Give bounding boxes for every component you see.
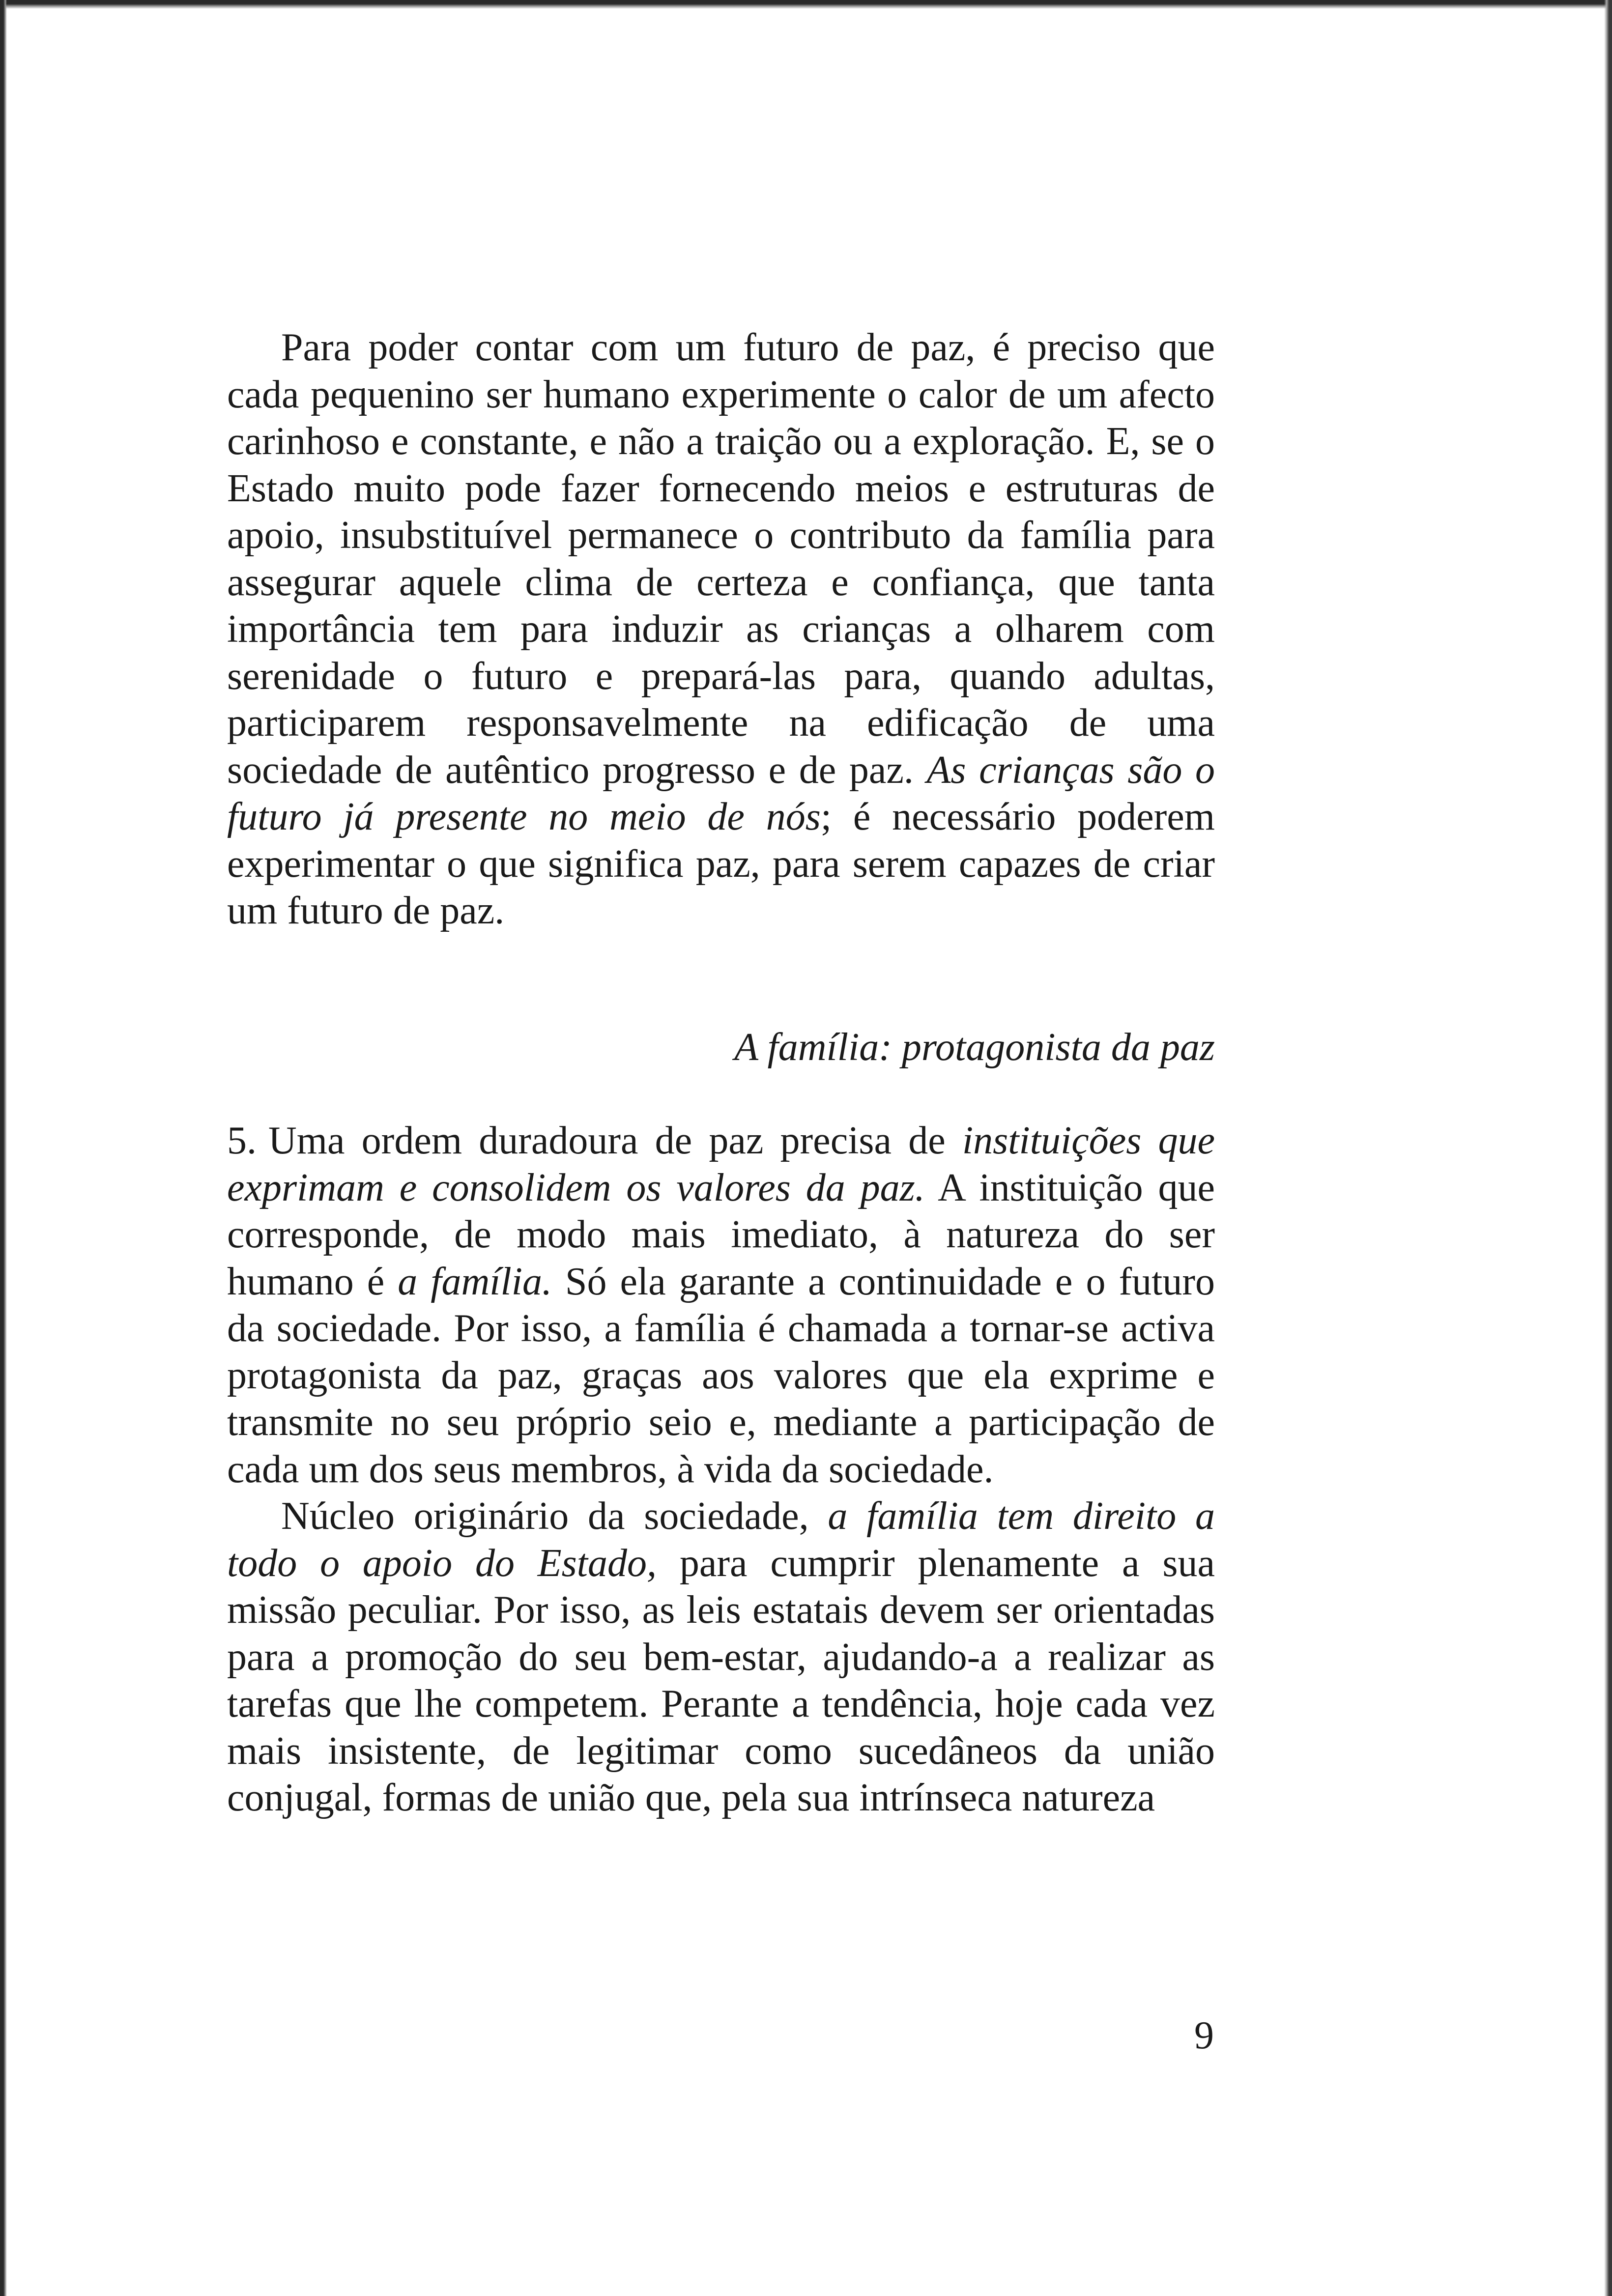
paragraph-3-text-b: para cumprir plenamente a sua missão peculiar. Por isso, as leis estatais devem ser orientadas para a promoção do seu bem-estar, ajudando-a a realizar as tarefas que lhe competem. Perante a tendência, hoje cada vez mais insistente, de legitimar como sucedâneos da união conjugal, formas de união que, pela sua intrínseca natureza (227, 1541, 1215, 1819)
paragraph-2-text-b: A instituição que corresponde, de modo mais imediato, à natureza do ser humano é (227, 1166, 1215, 1303)
scan-edge-right (1604, 0, 1612, 2296)
paragraph-1-text-b: ; é necessário poderem experimentar o que significa paz, para serem capazes de criar um futuro de paz. (227, 795, 1215, 932)
paragraph-3 (227, 1493, 1215, 1822)
paragraph-2-text-a: Uma ordem duradoura de paz precisa de (268, 1119, 962, 1162)
scan-edge-left (0, 0, 7, 2296)
paragraph-number: 5. (227, 1119, 257, 1162)
paragraph-2-text-c: Só ela garante a continuidade e o futuro da sociedade. Por isso, a família é chamada a tornar-se activa protagonista da paz, graças aos valores que ela exprime e transmite no seu próprio seio e, mediante a participação de cada um dos seus membros, à vida da sociedade. (227, 1260, 1215, 1491)
paragraph-3-text-a: Núcleo originário da sociedade, (281, 1494, 828, 1538)
paragraph-1-text-a: Para poder contar com um futuro de paz, é preciso que cada pequenino ser humano experimente o calor de um afecto carinhoso e constante, e não a traição ou a exploração. E, se o Estado muito pode fazer fornecendo meios e estruturas de apoio, insubstituível permanece o contributo da família para assegurar aquele clima de certeza e confiança, que tanta importância tem para induzir as crianças a olharem com serenidade o futuro e prepará-las para, quando adultas, participarem responsavelmente na edificação de uma sociedade de autêntico progresso e de paz. (227, 326, 1215, 792)
paragraph-2 (227, 1118, 1215, 1493)
paragraph-3-italic: a família tem direito a todo o apoio do Estado, (227, 1494, 1215, 1585)
section-heading: A família: protagonista da paz (734, 1025, 1215, 1069)
paragraph-1 (227, 324, 1215, 935)
paragraph-2-italic-a: instituições que exprimam e consolidem os valores da paz. (227, 1119, 1215, 1209)
paragraph-1-italic: As crianças são o futuro já presente no meio de nós (227, 748, 1215, 838)
page-number: 9 (1194, 2014, 1214, 2057)
page-body (227, 324, 1215, 1822)
paragraph-2-italic-b: a família. (398, 1260, 552, 1303)
scan-edge-top (0, 0, 1612, 9)
